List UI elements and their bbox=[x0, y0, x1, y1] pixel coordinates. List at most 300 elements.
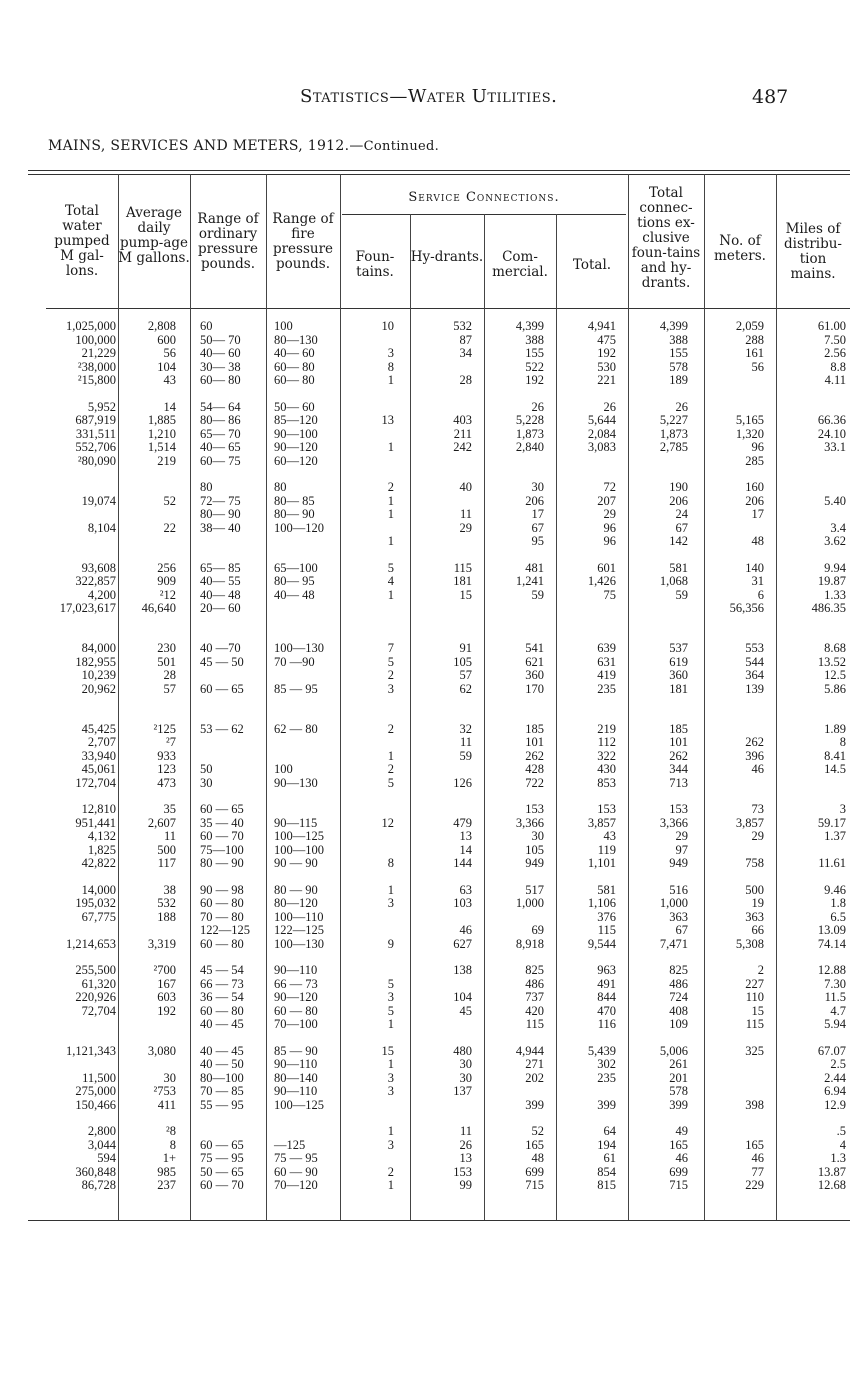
table-cell: 100—100 bbox=[274, 842, 324, 857]
table-cell: 17 bbox=[531, 507, 544, 521]
table-cell: 5,439 bbox=[587, 1043, 616, 1058]
table-cell: 3 bbox=[387, 896, 394, 910]
table-cell bbox=[350, 830, 394, 844]
table-cell: 74.14 bbox=[817, 936, 846, 951]
table-cell: 985 bbox=[157, 1164, 176, 1179]
row-group bbox=[558, 481, 616, 549]
table-cell: 46 bbox=[459, 923, 472, 937]
table-cell bbox=[420, 696, 472, 710]
header-rule bbox=[46, 308, 850, 309]
table-cell: 271 bbox=[525, 1057, 544, 1071]
table-cell: 67 bbox=[675, 520, 688, 535]
table-cell bbox=[46, 924, 116, 938]
table-cell bbox=[778, 777, 846, 791]
table-cell bbox=[274, 736, 330, 750]
table-cell: 192 bbox=[597, 346, 616, 360]
row-group bbox=[350, 884, 394, 952]
table-cell: 481 bbox=[525, 560, 544, 575]
table-cell: 36 — 54 bbox=[200, 990, 244, 1004]
table-cell bbox=[46, 1058, 116, 1072]
table-cell: 38— 40 bbox=[200, 520, 241, 535]
table-cell: 73 bbox=[751, 802, 764, 816]
row-group bbox=[120, 642, 176, 710]
table-cell: 430 bbox=[597, 762, 616, 776]
table-cell: 52 bbox=[531, 1124, 544, 1138]
table-cell: 35 bbox=[163, 802, 176, 816]
table-cell: 90—120 bbox=[274, 990, 318, 1004]
table-cell: 3,319 bbox=[147, 936, 176, 951]
table-cell bbox=[350, 455, 394, 469]
table-cell: 288 bbox=[745, 332, 764, 347]
row-group bbox=[486, 401, 544, 469]
table-cell: 40— 55 bbox=[200, 574, 241, 588]
table-cell bbox=[420, 401, 472, 415]
caption-title: MAINS, SERVICES AND METERS, 1912.— bbox=[48, 138, 364, 154]
table-cell: 1,000 bbox=[515, 896, 544, 910]
table-cell: 192 bbox=[525, 373, 544, 387]
table-cell: 101 bbox=[669, 735, 688, 749]
table-cell: 30— 38 bbox=[200, 359, 241, 374]
table-cell: 285 bbox=[745, 453, 764, 468]
table-cell bbox=[706, 1058, 764, 1072]
table-cell: 2,059 bbox=[735, 319, 764, 333]
table-cell bbox=[46, 481, 116, 495]
table-cell: 363 bbox=[745, 909, 764, 924]
table-cell: 85 — 90 bbox=[274, 1043, 318, 1058]
row-group bbox=[486, 723, 544, 791]
table-cell: 72 bbox=[603, 480, 616, 494]
table-cell: 60— 75 bbox=[200, 453, 241, 468]
table-cell bbox=[200, 736, 254, 750]
row-group bbox=[778, 803, 846, 871]
row-group bbox=[778, 320, 846, 388]
table-cell bbox=[420, 361, 472, 375]
table-cell bbox=[420, 1018, 472, 1032]
row-group bbox=[46, 884, 116, 952]
table-cell: 60— 80 bbox=[200, 373, 241, 387]
table-cell: 486 bbox=[525, 976, 544, 991]
table-cell: 594 bbox=[97, 1151, 116, 1165]
running-head: Statistics—Water Utilities. bbox=[300, 86, 558, 107]
table-cell: 90 — 90 bbox=[274, 856, 318, 870]
table-cell: 21,229 bbox=[81, 346, 116, 360]
table-cell bbox=[350, 696, 394, 710]
table-cell: 80— 95 bbox=[274, 574, 315, 588]
table-cell: 28 bbox=[163, 668, 176, 682]
row-group bbox=[486, 1125, 544, 1193]
table-cell bbox=[558, 455, 616, 469]
table-cell: 552,706 bbox=[75, 440, 116, 454]
table-cell bbox=[350, 844, 394, 858]
table-cell: 60 — 80 bbox=[200, 936, 244, 951]
table-cell: 45 bbox=[459, 1003, 472, 1018]
table-cell: 60 — 65 bbox=[200, 802, 244, 816]
table-cell: 153 bbox=[597, 802, 616, 816]
table-cell: 100—110 bbox=[274, 909, 324, 924]
row-group bbox=[274, 1045, 330, 1113]
table-cell: 854 bbox=[597, 1164, 616, 1179]
table-cell: 142 bbox=[669, 534, 688, 548]
table-cell: 5 bbox=[387, 654, 394, 669]
row-group bbox=[706, 884, 764, 952]
table-cell: 11.5 bbox=[824, 990, 846, 1004]
table-cell: 581 bbox=[597, 882, 616, 897]
table-cell: 5,227 bbox=[659, 413, 688, 427]
row-group bbox=[706, 401, 764, 469]
row-group bbox=[778, 723, 846, 791]
table-cell: ²125 bbox=[153, 721, 176, 736]
table-cell: 45 — 50 bbox=[200, 654, 244, 669]
table-cell: 4.11 bbox=[824, 373, 846, 387]
table-cell: 65— 85 bbox=[200, 560, 241, 575]
table-cell: 2 bbox=[387, 668, 394, 682]
table-cell: 5,165 bbox=[735, 413, 764, 427]
table-cell: 4 bbox=[387, 574, 394, 588]
table-cell: 1,101 bbox=[587, 856, 616, 870]
row-group bbox=[200, 964, 254, 1032]
table-cell: 360,848 bbox=[75, 1164, 116, 1179]
table-cell: 1 bbox=[387, 507, 394, 521]
table-cell: 4,944 bbox=[515, 1043, 544, 1058]
table-cell: 32 bbox=[459, 721, 472, 736]
table-cell: 11 bbox=[459, 735, 472, 749]
table-cell: 90—110 bbox=[274, 963, 318, 977]
table-cell: 95 bbox=[531, 534, 544, 548]
table-cell: 1 bbox=[387, 1017, 394, 1031]
table-cell: 60 — 70 bbox=[200, 829, 244, 843]
table-cell: ²38,000 bbox=[77, 359, 116, 374]
column-commercial bbox=[486, 320, 544, 1206]
table-cell bbox=[350, 616, 394, 630]
table-cell bbox=[350, 401, 394, 415]
table-cell: 14 bbox=[459, 842, 472, 857]
table-cell: 172,704 bbox=[75, 775, 116, 790]
row-group bbox=[46, 320, 116, 388]
table-cell: ²7 bbox=[166, 735, 176, 749]
table-cell: 275,000 bbox=[75, 1084, 116, 1098]
table-cell: 376 bbox=[597, 909, 616, 924]
table-cell bbox=[420, 978, 472, 992]
table-cell: 13.52 bbox=[817, 654, 846, 669]
table-cell: 388 bbox=[669, 332, 688, 347]
table-cell: 344 bbox=[669, 762, 688, 776]
row-group bbox=[630, 884, 688, 952]
row-group bbox=[558, 401, 616, 469]
table-cell: 909 bbox=[157, 574, 176, 588]
table-cell: 48 bbox=[531, 1151, 544, 1165]
table-cell bbox=[558, 602, 616, 616]
row-group bbox=[420, 723, 472, 791]
table-cell: 470 bbox=[597, 1003, 616, 1018]
table-cell: 715 bbox=[669, 1178, 688, 1192]
table-cell: 256 bbox=[157, 560, 176, 575]
table-cell: 737 bbox=[525, 990, 544, 1004]
table-cell: 75—100 bbox=[200, 842, 244, 857]
table-cell: 165 bbox=[669, 1137, 688, 1152]
table-cell: 1,825 bbox=[87, 842, 116, 857]
table-cell: 3,857 bbox=[587, 815, 616, 830]
col-header-total-connections: Total connec-tions ex-clusive foun-tains and hy-drants. bbox=[631, 185, 701, 291]
table-cell: 160 bbox=[745, 480, 764, 494]
row-group bbox=[274, 562, 330, 630]
table-cell: 8,918 bbox=[515, 936, 544, 951]
row-group bbox=[630, 1045, 688, 1113]
table-cell: 87 bbox=[459, 332, 472, 347]
table-cell: 501 bbox=[157, 654, 176, 669]
row-group bbox=[706, 803, 764, 871]
caption-continued: Continued. bbox=[363, 139, 440, 154]
table-cell: 4,399 bbox=[515, 319, 544, 333]
table-cell: 59 bbox=[675, 587, 688, 602]
table-cell: 161 bbox=[745, 346, 764, 360]
col-header-total-water: Total water pumped M gal-lons. bbox=[54, 203, 110, 279]
table-cell bbox=[200, 1125, 254, 1139]
table-cell: 1,320 bbox=[735, 426, 764, 441]
table-cell: 100—130 bbox=[274, 936, 324, 951]
table-cell: 48 bbox=[751, 534, 764, 548]
table-cell bbox=[706, 844, 764, 858]
table-cell: 80 bbox=[200, 480, 213, 494]
table-cell bbox=[350, 602, 394, 616]
table-cell: 30 bbox=[531, 480, 544, 494]
table-cell: 30 bbox=[163, 1070, 176, 1085]
row-group bbox=[778, 1125, 846, 1193]
table-cell: 419 bbox=[597, 668, 616, 682]
table-cell: 10,239 bbox=[81, 668, 116, 682]
table-cell: 1.3 bbox=[830, 1151, 846, 1165]
table-cell: 80— 85 bbox=[274, 493, 315, 508]
row-group bbox=[558, 562, 616, 630]
table-cell: 206 bbox=[745, 493, 764, 508]
table-cell: 59.17 bbox=[817, 815, 846, 830]
table-cell: 90—110 bbox=[274, 1084, 318, 1098]
table-cell: 13 bbox=[459, 829, 472, 843]
table-cell bbox=[120, 535, 176, 549]
table-cell: 30 bbox=[459, 1070, 472, 1085]
table-cell: 532 bbox=[157, 896, 176, 910]
table-cell bbox=[778, 481, 846, 495]
table-cell: 227 bbox=[745, 976, 764, 991]
table-cell: 155 bbox=[525, 346, 544, 360]
table-cell: 170 bbox=[525, 681, 544, 696]
table-cell: 80—120 bbox=[274, 896, 318, 910]
table-cell: 699 bbox=[669, 1164, 688, 1179]
table-cell: 38 bbox=[163, 882, 176, 897]
table-cell: 61,320 bbox=[81, 976, 116, 991]
row-group bbox=[350, 803, 394, 871]
table-cell: 144 bbox=[453, 856, 472, 870]
table-cell: .5 bbox=[836, 1124, 846, 1138]
table-cell bbox=[200, 696, 254, 710]
col-divider bbox=[484, 214, 485, 1220]
row-group bbox=[420, 803, 472, 871]
table-cell: 1+ bbox=[162, 1151, 176, 1165]
table-cell: 1,068 bbox=[659, 574, 688, 588]
table-cell bbox=[706, 616, 764, 630]
table-cell: 1 bbox=[387, 1057, 394, 1071]
table-cell: 116 bbox=[597, 1017, 616, 1031]
table-cell: 192 bbox=[157, 1003, 176, 1018]
table-cell bbox=[350, 924, 394, 938]
col-header-ordinary-pressure: Range of ordinary pressure pounds. bbox=[197, 211, 259, 272]
row-group bbox=[630, 1125, 688, 1193]
table-cell: 699 bbox=[525, 1164, 544, 1179]
table-cell bbox=[420, 763, 472, 777]
table-cell: 399 bbox=[597, 1097, 616, 1112]
table-cell: 2,808 bbox=[147, 319, 176, 333]
col-divider bbox=[190, 174, 191, 1220]
row-group bbox=[120, 803, 176, 871]
table-cell: 211 bbox=[453, 426, 472, 441]
table-cell: 687,919 bbox=[75, 413, 116, 427]
table-cell: 34 bbox=[459, 346, 472, 360]
table-caption bbox=[48, 138, 439, 154]
table-cell: 262 bbox=[745, 735, 764, 749]
table-cell: 206 bbox=[669, 493, 688, 508]
table-cell: 80— 90 bbox=[274, 507, 315, 521]
table-cell: 230 bbox=[157, 641, 176, 655]
column-miles-mains bbox=[778, 320, 846, 1206]
table-cell bbox=[486, 911, 544, 925]
row-group bbox=[120, 562, 176, 630]
table-cell: 12.68 bbox=[817, 1178, 846, 1192]
col-header-fire-pressure: Range of fire pressure pounds. bbox=[272, 211, 334, 272]
table-cell: ²80,090 bbox=[77, 453, 116, 468]
table-cell: 951,441 bbox=[75, 815, 116, 830]
table-cell: 70—120 bbox=[274, 1178, 318, 1192]
table-cell: 181 bbox=[453, 574, 472, 588]
table-cell: 86,728 bbox=[81, 1178, 116, 1192]
table-cell: 66 — 73 bbox=[274, 976, 318, 991]
table-cell: 181 bbox=[669, 681, 688, 696]
table-cell: 55 — 95 bbox=[200, 1097, 244, 1112]
table-cell: 80 bbox=[274, 480, 287, 494]
row-group bbox=[200, 320, 254, 388]
row-group bbox=[706, 723, 764, 791]
table-cell: 155 bbox=[669, 346, 688, 360]
column-meters bbox=[706, 320, 764, 1206]
table-cell: 85 — 95 bbox=[274, 681, 318, 696]
row-group bbox=[46, 964, 116, 1032]
table-cell: 182,955 bbox=[75, 654, 116, 669]
table-cell: 52 bbox=[163, 493, 176, 508]
table-cell: 420 bbox=[525, 1003, 544, 1018]
table-cell bbox=[778, 508, 846, 522]
col-header-commercial: Com-mercial. bbox=[492, 249, 548, 280]
table-cell bbox=[350, 911, 394, 925]
table-cell: 1,885 bbox=[147, 413, 176, 427]
table-cell: 30 bbox=[459, 1057, 472, 1071]
table-cell: 70 — 85 bbox=[200, 1084, 244, 1098]
row-group bbox=[350, 481, 394, 549]
table-cell: 11 bbox=[459, 1124, 472, 1138]
table-cell: 1 bbox=[387, 440, 394, 454]
table-cell: 49 bbox=[675, 1124, 688, 1138]
column-total bbox=[558, 320, 616, 1206]
row-group bbox=[706, 964, 764, 1032]
table-cell: 8 bbox=[387, 856, 394, 870]
table-cell: 2,707 bbox=[87, 735, 116, 749]
table-cell bbox=[778, 455, 846, 469]
table-cell bbox=[558, 1085, 616, 1099]
table-cell bbox=[120, 508, 176, 522]
row-group bbox=[486, 1045, 544, 1113]
table-cell bbox=[120, 481, 176, 495]
table-cell: 627 bbox=[453, 936, 472, 951]
col-header-miles-mains: Miles of distribu-tion mains. bbox=[784, 221, 842, 282]
table-cell: 77 bbox=[751, 1164, 764, 1179]
table-cell: 8 bbox=[387, 359, 394, 374]
table-cell: 1.33 bbox=[824, 587, 846, 602]
table-cell: 60—120 bbox=[274, 453, 318, 468]
table-cell: 60— 80 bbox=[274, 373, 315, 387]
table-cell: 7.30 bbox=[824, 976, 846, 991]
table-cell: 30 bbox=[531, 829, 544, 843]
row-group bbox=[778, 401, 846, 469]
row-group bbox=[778, 481, 846, 549]
table-cell bbox=[274, 669, 330, 683]
table-cell: 537 bbox=[669, 641, 688, 655]
table-cell: 331,511 bbox=[75, 426, 116, 441]
row-group bbox=[486, 481, 544, 549]
table-cell: 1.8 bbox=[830, 896, 846, 910]
table-cell: 2,607 bbox=[147, 815, 176, 830]
row-group bbox=[200, 1125, 254, 1193]
table-cell: 12.88 bbox=[817, 963, 846, 977]
table-cell: 31 bbox=[751, 574, 764, 588]
table-cell bbox=[706, 1072, 764, 1086]
table-cell bbox=[706, 401, 764, 415]
table-cell: 195,032 bbox=[75, 896, 116, 910]
table-cell: 112 bbox=[597, 735, 616, 749]
table-cell bbox=[486, 1085, 544, 1099]
table-cell bbox=[630, 455, 688, 469]
table-cell: 109 bbox=[669, 1017, 688, 1031]
table-cell: 3.62 bbox=[824, 534, 846, 548]
table-cell: 62 — 80 bbox=[274, 721, 318, 736]
table-cell: 715 bbox=[525, 1178, 544, 1192]
table-cell: 12 bbox=[381, 815, 394, 830]
table-cell: 64 bbox=[603, 1124, 616, 1138]
table-cell: 399 bbox=[669, 1097, 688, 1112]
table-cell: 1,106 bbox=[587, 896, 616, 910]
row-group bbox=[778, 562, 846, 630]
row-group bbox=[350, 964, 394, 1032]
table-cell: 66 bbox=[751, 923, 764, 937]
table-cell: 1 bbox=[387, 1178, 394, 1192]
table-cell: 553 bbox=[745, 641, 764, 655]
table-cell: 603 bbox=[157, 990, 176, 1004]
table-cell: 363 bbox=[669, 909, 688, 924]
table-cell bbox=[350, 334, 394, 348]
table-cell: 530 bbox=[597, 359, 616, 374]
table-cell: 26 bbox=[603, 399, 616, 414]
row-group bbox=[778, 642, 846, 710]
table-cell: 24.10 bbox=[817, 426, 846, 441]
table-cell: 6 bbox=[757, 587, 764, 602]
table-cell: 235 bbox=[597, 1070, 616, 1085]
table-cell: 17 bbox=[751, 507, 764, 521]
row-group bbox=[486, 964, 544, 1032]
table-cell bbox=[630, 696, 688, 710]
table-cell: 9.94 bbox=[824, 560, 846, 575]
table-cell: 4,132 bbox=[87, 829, 116, 843]
table-cell: 50— 70 bbox=[200, 332, 241, 347]
table-cell: 100—130 bbox=[274, 641, 324, 655]
table-cell bbox=[778, 401, 846, 415]
table-cell: 2.56 bbox=[824, 346, 846, 360]
table-cell: 242 bbox=[453, 440, 472, 454]
